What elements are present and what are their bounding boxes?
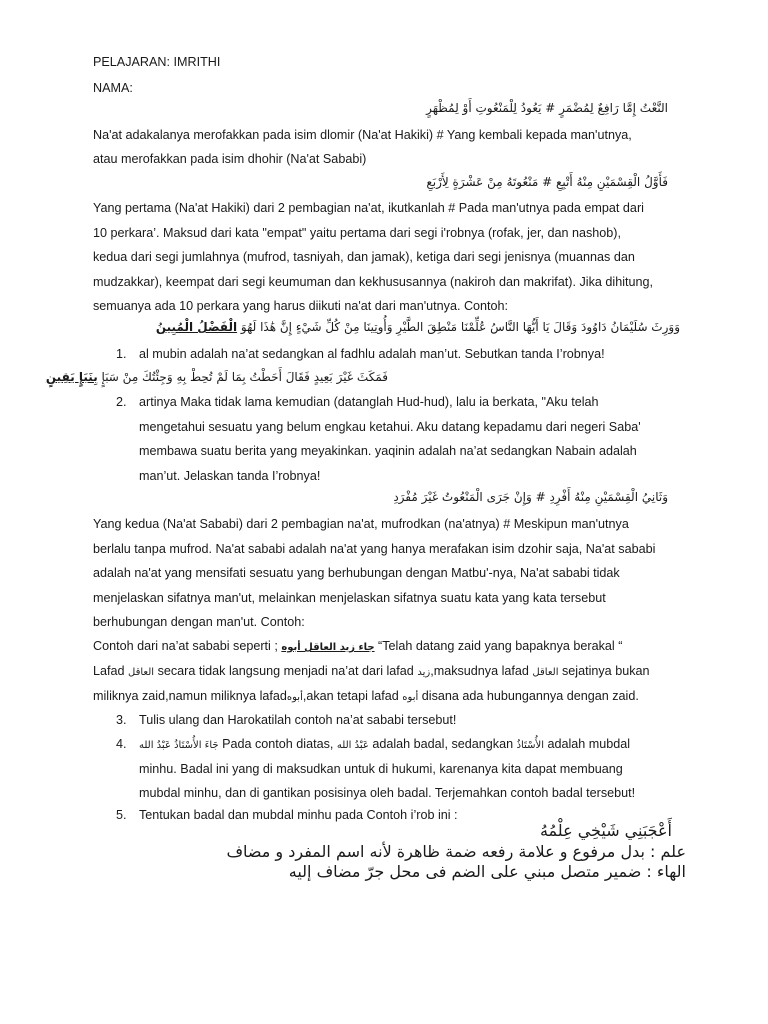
arabic-verse-2: فَأَوَّلُ الْقِسْمَيْنِ مِنْهُ أَتْبِعِ # مَنْعُوتَهُ مِنْ عَشْرَةٍ لِأَرْبَعِ <box>426 175 668 189</box>
arabic-inline: عَبْدُ الله <box>336 740 369 751</box>
question-2-line: membawa suatu berita yang meyakinkan. yaqinin adalah na’at sedangkan Nabain adalah <box>139 444 637 458</box>
question-4-line: mubdal minhu, dan di gantikan posisinya oleh badal. Terjemahkan contoh badal tersebut! <box>139 786 636 800</box>
paragraph-line: berlalu tanpa mufrod. Na'at sababi adalah na'at yang hanya merafakan isim dzohir saja, Na'at sababi <box>93 542 656 556</box>
question-text: adalah badal, sedangkan <box>372 737 514 751</box>
question-4-line <box>139 736 710 754</box>
paragraph-line: semuanya ada 10 perkara yang harus diikuti na'at dari man'utnya. Contoh: <box>93 299 509 313</box>
question-text: Pada contoh diatas, <box>222 737 334 751</box>
example-text: “Telah datang zaid yang bapaknya berakal “ <box>378 639 623 653</box>
arabic-quran-example-1 <box>93 319 680 335</box>
question-text: adalah mubdal <box>547 737 631 751</box>
arabic-quran-example-2 <box>46 369 388 385</box>
example-text: ,maksudnya lafad <box>430 664 529 678</box>
question-2-line: artinya Maka tidak lama kemudian (datanglah Hud-hud), lalu ia berkata, "Aku telah <box>139 395 599 409</box>
question-number: 1. <box>116 347 127 361</box>
arabic-text: وَوَرِثَ سُلَيْمَانُ دَاوُودَ وَقَالَ يَا أَيُّهَا النَّاسُ عُلِّمْنَا مَنْطِقَ الطَّيْرِ وَأُوتِينَا مِنْ كُلِّ شَيْءٍ إِنَّ هَٰذَا لَهُوَ <box>240 320 680 334</box>
example-line <box>93 688 710 706</box>
arabic-irob-line: علم : بدل مرفوع و علامة رفعه ضمة ظاهرة لأنه اسم المفرد و مضاف <box>226 842 686 861</box>
example-text: Lafad <box>93 664 125 678</box>
paragraph-line: 10 perkara’. Maksud dari kata "empat" yaitu pertama dari segi i'robnya (rofak, jer, dan nashob), <box>93 226 621 240</box>
arabic-verse-3: وَثَانِيُ الْقِسْمَيْنِ مِنْهُ أَفْرِدِ # وَإِنْ جَرَى الْمَنْعُوتُ غَيْرَ مُفْرَدِ <box>393 490 668 504</box>
arabic-inline: أبوه <box>402 692 419 703</box>
paragraph-line: adalah na'at yang mensifati sesuatu yang berhubungan dengan Matbu'-nya, Na'at sababi tidak <box>93 566 620 580</box>
arabic-irob-line: الهاء : ضمير متصل مبني على الضم فى محل جرّ مضاف إليه <box>288 862 686 881</box>
paragraph-line: menjelaskan sifatnya man'ut, melainkan menjelaskan sifatnya suatu kata yang kata tersebut <box>93 591 606 605</box>
paragraph-line: Yang pertama (Na'at Hakiki) dari 2 pembagian na'at, ikutkanlah # Pada man'utnya pada empat dari <box>93 201 644 215</box>
question-number: 3. <box>116 713 127 727</box>
question-number: 5. <box>116 808 127 822</box>
paragraph-line: atau merofakkan pada isim dhohir (Na'at Sababi) <box>93 152 367 166</box>
example-text: secara tidak langsung menjadi na’at dari lafad <box>157 664 414 678</box>
paragraph-line: mudzakkar), keempat dari segi keumuman dan kekhususannya (nakiroh dan makrifat). Jika dihitung, <box>93 275 654 289</box>
example-text: miliknya zaid,namun miliknya lafad <box>93 689 287 703</box>
arabic-verse-1: النَّعْتُ إِمَّا رَافِعٌ لِمُضْمَرٍ # يَعُودُ لِلْمَنْعُوتِ أَوْ لِمُظْهَرٍ <box>426 101 668 115</box>
arabic-inline: العاقل <box>128 667 155 678</box>
underlined-arabic-phrase: الْفَضْلُ الْمُبِينُ <box>155 320 238 334</box>
lesson-title: PELAJARAN: IMRITHI <box>93 55 221 69</box>
example-text: Contoh dari na’at sababi seperti ; <box>93 639 278 653</box>
question-1: al mubin adalah na’at sedangkan al fadhlu adalah man’ut. Sebutkan tanda I’robnya! <box>139 347 605 361</box>
arabic-inline: الأُسْتَاذُ <box>516 740 544 751</box>
question-2-line: mengetahui sesuatu yang belum engkau ketahui. Aku datang kepadamu dari negeri Saba' <box>139 420 641 434</box>
arabic-inline: جَاءَ الأُسْتَاذُ عَبْدُ الله <box>139 740 219 751</box>
example-text: sejatinya bukan <box>561 664 650 678</box>
example-line <box>93 663 710 681</box>
paragraph-line: Yang kedua (Na'at Sababi) dari 2 pembagian na'at, mufrodkan (na'atnya) # Meskipun man'utnya <box>93 517 629 531</box>
question-number: 4. <box>116 737 127 751</box>
arabic-inline: جاء زيد العاقل أبوه <box>281 642 375 653</box>
question-4-line: minhu. Badal ini yang di maksudkan untuk di hukumi, karenanya kita dapat membuang <box>139 762 623 776</box>
question-5: Tentukan badal dan mubdal minhu pada Contoh i’rob ini : <box>139 808 458 822</box>
example-text: disana ada hubungannya dengan zaid. <box>421 689 639 703</box>
arabic-inline: أبوه <box>286 692 303 703</box>
question-2-line: man’ut. Jelaskan tanda I’robnya! <box>139 469 321 483</box>
paragraph-line: kedua dari segi jumlahnya (mufrod, tasniyah, dan jamak), ketiga dari segi jenisnya (muannas dan <box>93 250 635 264</box>
arabic-inline: زيد <box>417 667 431 678</box>
arabic-text: فَمَكَثَ غَيْرَ بَعِيدٍ فَقَالَ أَحَطْتُ بِمَا لَمْ تُحِطْ بِهِ وَجِئْتُكَ مِنْ سَبَإٍ <box>101 370 388 384</box>
paragraph-line: berhubungan dengan man'ut. Contoh: <box>93 615 305 629</box>
question-3: Tulis ulang dan Harokatilah contoh na’at sababi tersebut! <box>139 713 457 727</box>
arabic-inline: العاقل <box>532 667 559 678</box>
example-line <box>93 638 710 656</box>
example-text: ,akan tetapi lafad <box>302 689 399 703</box>
name-field-label: NAMA: <box>93 81 133 95</box>
underlined-arabic-phrase: بِنَبَإٍ يَقِينٍ <box>45 370 98 384</box>
question-number: 2. <box>116 395 127 409</box>
paragraph-line: Na'at adakalanya merofakkan pada isim dlomir (Na'at Hakiki) # Yang kembali kepada man'utnya, <box>93 128 632 142</box>
arabic-irob-example: أَعْجَبَنِي شَيْخِي عِلْمُهُ <box>539 821 672 840</box>
